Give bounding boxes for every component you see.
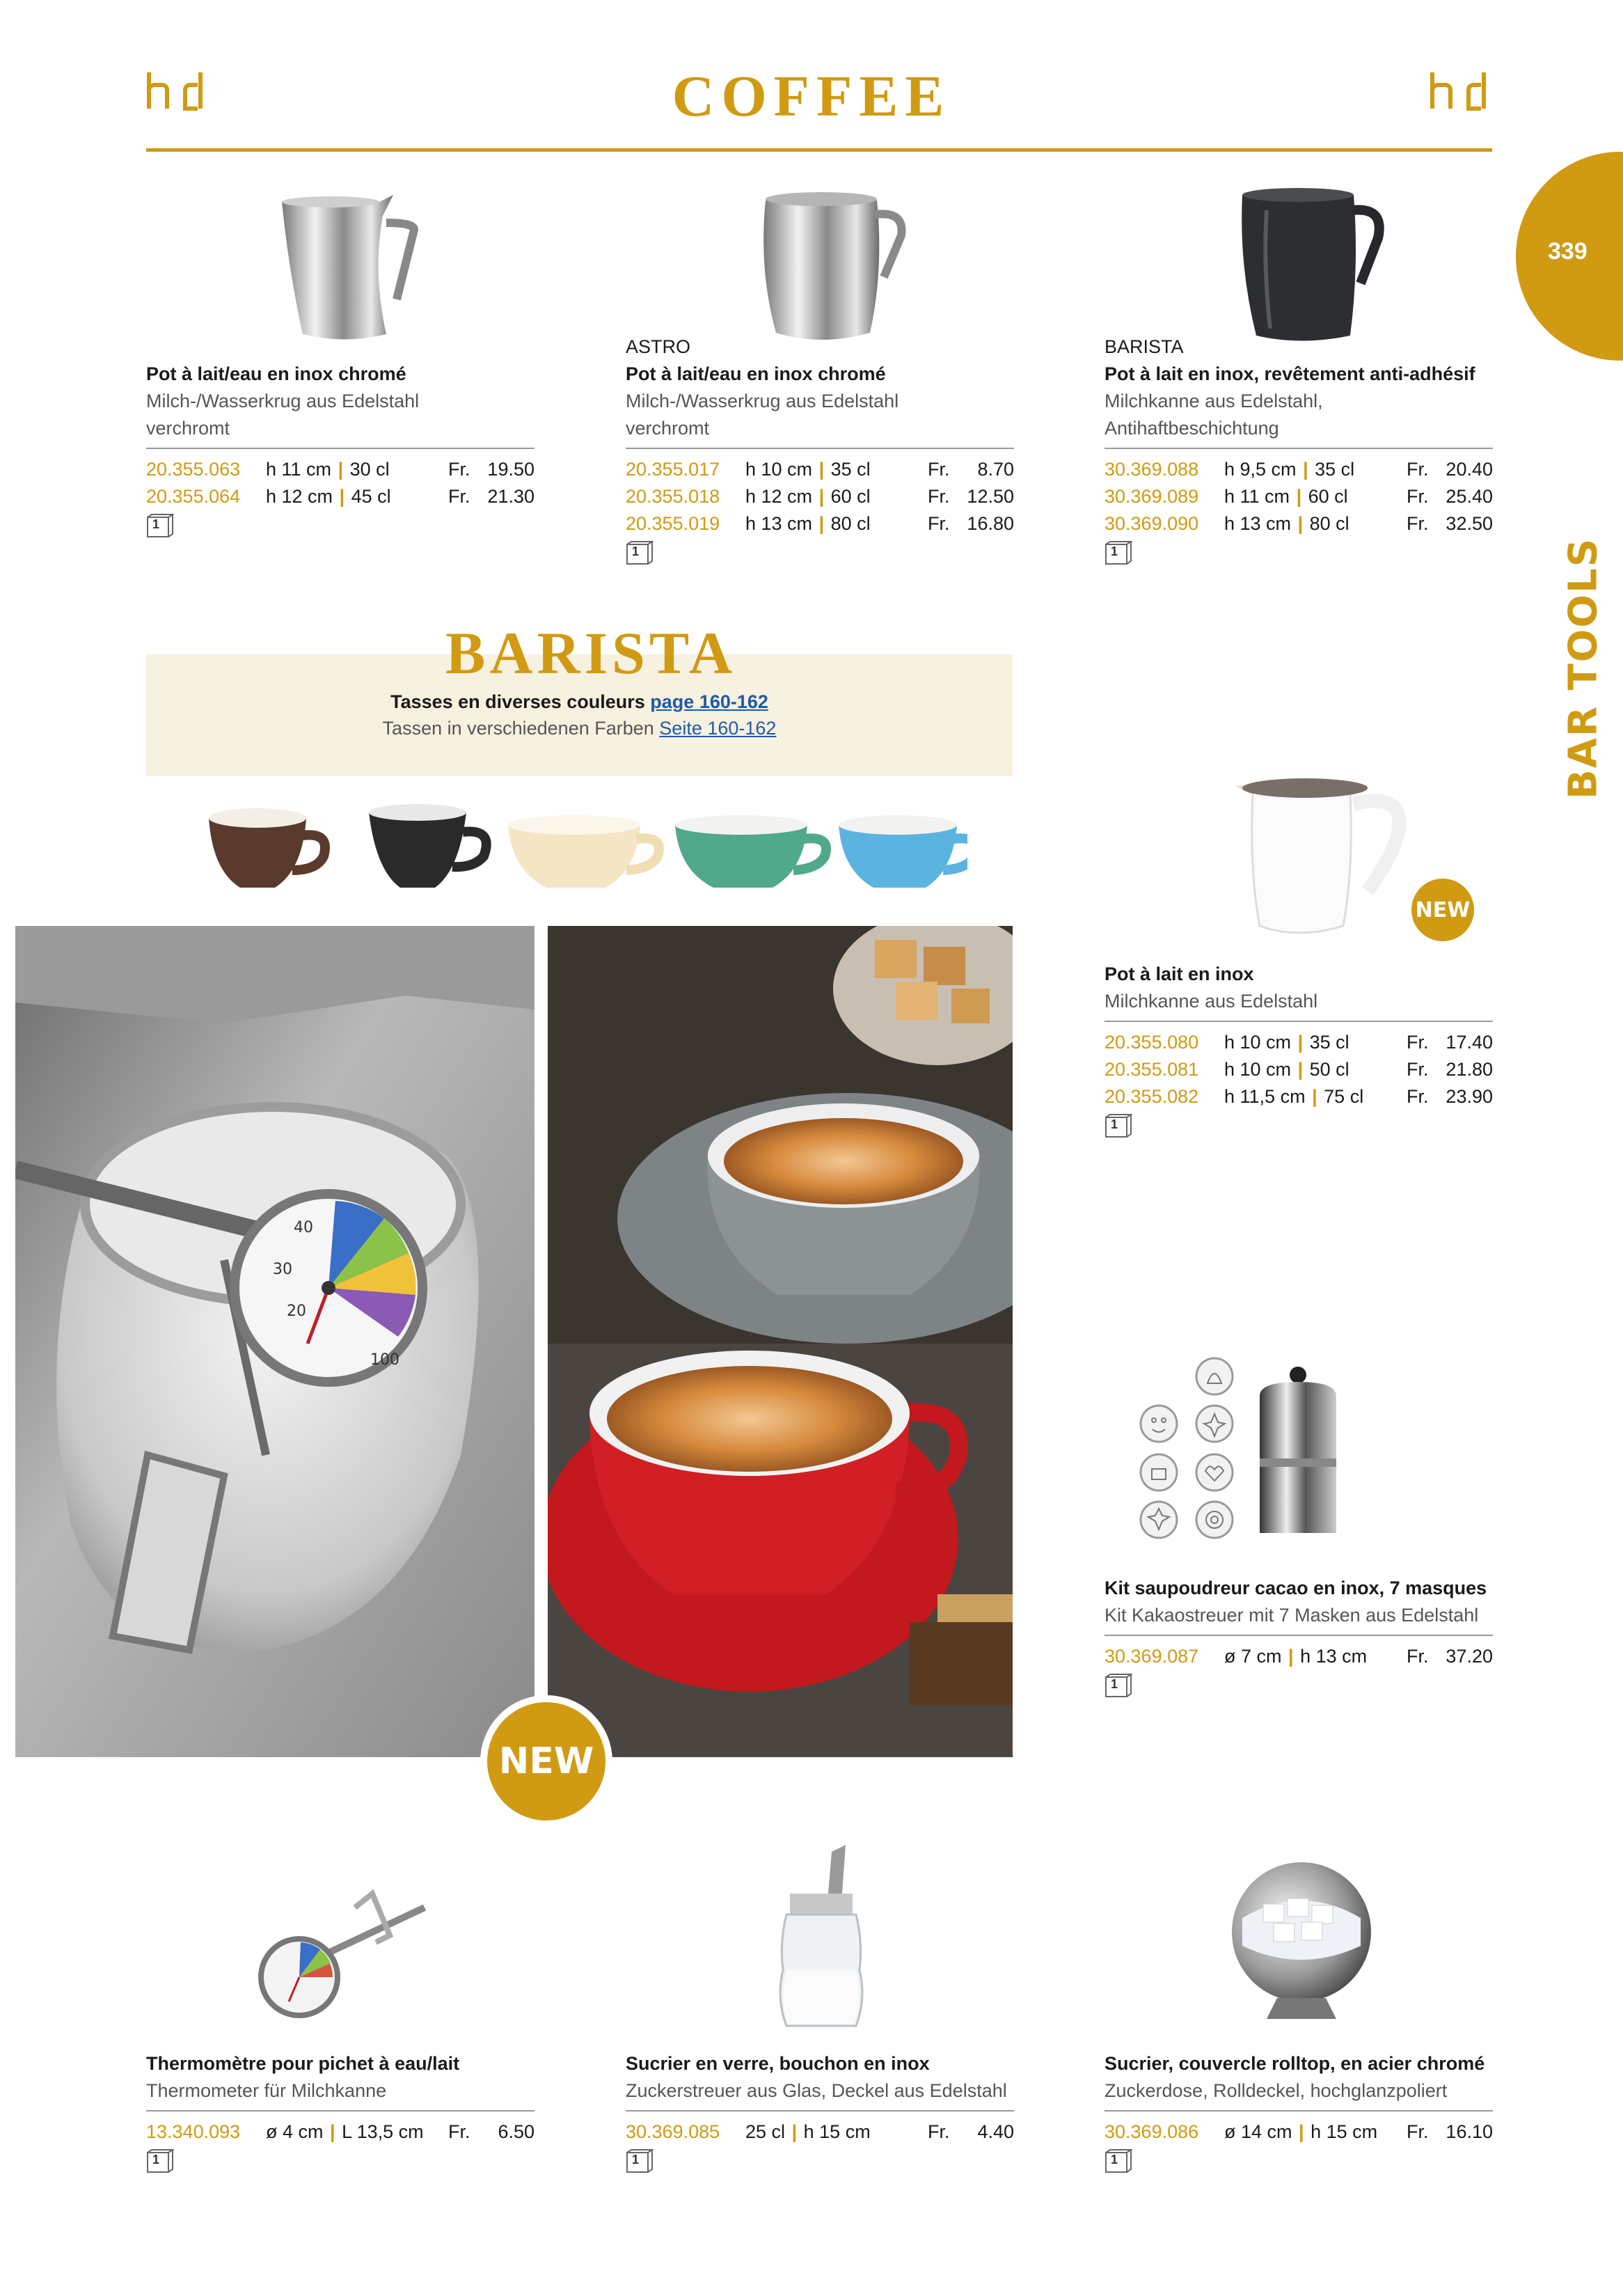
price: 20.40: [1446, 459, 1493, 480]
new-badge-milk-jug: NEW: [1411, 879, 1474, 941]
divider: [1105, 1635, 1493, 1636]
espresso-cups-photo: [548, 926, 1013, 1757]
price: 19.50: [487, 459, 535, 480]
page-link-fr[interactable]: page 160-162: [650, 691, 768, 712]
article-number: 30.369.088: [1105, 459, 1199, 480]
new-badge-thermometer: NEW: [480, 1695, 612, 1827]
cup-cream: [508, 815, 659, 888]
product-cocoa-shaker: [1105, 1575, 1493, 1697]
currency: Fr.: [928, 486, 950, 507]
article-number: 30.369.089: [1105, 486, 1199, 507]
price-row: [146, 2118, 535, 2146]
dimensions: h 10 cm | 35 cl: [745, 459, 871, 480]
dimensions: ø 7 cm | h 13 cm: [1224, 1646, 1368, 1667]
product-milk-jug-barista: [1105, 333, 1493, 564]
product-name-de-2: verchromt: [146, 418, 230, 439]
divider: [1105, 1021, 1493, 1022]
pack-unit-icon: 1: [1105, 2148, 1130, 2172]
price: 23.90: [1446, 1086, 1493, 1107]
page-title: COFFEE: [672, 64, 951, 129]
hd-logo-right: [1430, 70, 1492, 111]
price-row: [1105, 483, 1493, 510]
pack-unit-icon: 1: [626, 540, 651, 564]
product-name-de: Milch-/Wasserkrug aus Edelstahl: [626, 391, 899, 411]
article-number: 20.355.063: [146, 459, 241, 480]
article-number: 20.355.080: [1105, 1032, 1199, 1053]
price-row: [1105, 1056, 1493, 1083]
price-row: [1105, 456, 1493, 483]
product-name-de: Thermometer für Milchkanne: [146, 2080, 387, 2101]
price: 37.20: [1446, 1646, 1493, 1667]
sugar-dispenser-glass-image: [766, 1845, 877, 2033]
dimensions: h 11 cm | 30 cl: [266, 459, 390, 480]
product-name-de: Milch-/Wasserkrug aus Edelstahl: [146, 391, 420, 411]
pack-unit-icon: 1: [1105, 1113, 1130, 1137]
divider: [1105, 2110, 1493, 2112]
price-row: [146, 483, 535, 510]
section-side-label: BAR TOOLS: [1560, 537, 1606, 800]
product-milk-jug-white: [1105, 961, 1493, 1137]
currency: Fr.: [448, 2121, 470, 2142]
article-number: 30.369.086: [1105, 2121, 1199, 2142]
price-row: [626, 2118, 1014, 2146]
article-number: 20.355.081: [1105, 1059, 1199, 1080]
price: 25.40: [1446, 486, 1493, 507]
currency: Fr.: [1407, 459, 1429, 480]
milk-jug-barista-black-image: [1235, 182, 1392, 346]
product-name-de: Kit Kakaostreuer mit 7 Masken aus Edelstahl: [1105, 1605, 1479, 1626]
price: 12.50: [967, 486, 1014, 507]
dimensions: ø 4 cm | L 13,5 cm: [266, 2121, 424, 2142]
product-name-de: Zuckerstreuer aus Glas, Deckel aus Edelstahl: [626, 2080, 1007, 2101]
product-name-de: Milchkanne aus Edelstahl: [1105, 991, 1318, 1012]
divider: [146, 448, 535, 449]
cup-blue: [839, 815, 967, 888]
price-row: [626, 456, 1014, 483]
price-row: [1105, 1083, 1493, 1110]
dimensions: h 11,5 cm | 75 cl: [1224, 1086, 1364, 1107]
currency: Fr.: [1407, 1086, 1429, 1107]
dimensions: h 10 cm | 35 cl: [1224, 1032, 1349, 1053]
article-number: 20.355.082: [1105, 1086, 1199, 1107]
barista-cups-de: Tassen in verschiedenen Farben Seite 160-162: [382, 718, 777, 739]
dimensions: 25 cl | h 15 cm: [745, 2121, 871, 2142]
product-name-fr: Sucrier en verre, bouchon en inox: [626, 2053, 930, 2074]
divider: [1105, 448, 1493, 449]
divider: [146, 2110, 535, 2112]
article-number: 13.340.093: [146, 2121, 241, 2142]
currency: Fr.: [928, 459, 950, 480]
sugar-bowl-rolltop-image: [1221, 1855, 1381, 2022]
price-row: [1105, 1643, 1493, 1670]
price: 16.80: [967, 513, 1014, 534]
thermometer-image: [251, 1880, 432, 2026]
svg-text:20: 20: [287, 1303, 306, 1320]
cup-black: [369, 804, 486, 888]
page-number: 339: [1548, 238, 1588, 265]
product-name-de: Zuckerdose, Rolldeckel, hochglanzpoliert: [1105, 2080, 1448, 2101]
article-number: 30.369.085: [626, 2121, 720, 2142]
price-row: [626, 510, 1014, 537]
price: 8.70: [977, 459, 1014, 480]
product-milk-jug-chrome: [146, 361, 535, 537]
price-row: [1105, 1029, 1493, 1056]
currency: Fr.: [1407, 1032, 1429, 1053]
svg-text:100: 100: [370, 1351, 399, 1369]
price-row: [1105, 510, 1493, 537]
article-number: 20.355.017: [626, 459, 720, 480]
product-name-fr: Pot à lait/eau en inox chromé: [146, 363, 406, 384]
currency: Fr.: [1407, 2121, 1429, 2142]
product-name-fr: Kit saupoudreur cacao en inox, 7 masques: [1105, 1578, 1487, 1598]
product-brand: ASTRO: [626, 336, 691, 357]
barista-cups-fr: Tasses en diverses couleurs page 160-162: [390, 691, 768, 712]
dimensions: h 10 cm | 50 cl: [1224, 1059, 1349, 1080]
product-name-fr: Sucrier, couvercle rolltop, en acier chromé: [1105, 2053, 1485, 2074]
article-number: 20.355.064: [146, 486, 241, 507]
svg-text:40: 40: [294, 1219, 313, 1236]
dimensions: h 13 cm | 80 cl: [745, 513, 871, 534]
pack-unit-icon: 1: [626, 2148, 651, 2172]
product-name-de-2: verchromt: [626, 418, 710, 439]
pack-unit-icon: 1: [146, 2148, 171, 2172]
pack-unit-icon: 1: [146, 513, 171, 537]
product-thermometer: [146, 2050, 535, 2172]
dimensions: ø 14 cm | h 15 cm: [1224, 2121, 1378, 2142]
article-number: 20.355.019: [626, 513, 720, 534]
cocoa-shaker-masks-image: [1134, 1354, 1350, 1563]
product-name-fr: Thermomètre pour pichet à eau/lait: [146, 2053, 460, 2074]
product-name-fr: Pot à lait/eau en inox chromé: [626, 363, 886, 384]
thermometer-in-jug-photo: [15, 926, 535, 1757]
currency: Fr.: [1407, 486, 1429, 507]
product-name-de-2: Antihaftbeschichtung: [1105, 418, 1279, 439]
price-row: [146, 456, 535, 483]
product-name-fr: Pot à lait en inox: [1105, 964, 1254, 984]
barista-cups-image: [202, 801, 967, 898]
dimensions: h 12 cm | 60 cl: [745, 486, 871, 507]
price-row: [626, 483, 1014, 510]
currency: Fr.: [1407, 1646, 1429, 1667]
currency: Fr.: [448, 486, 470, 507]
price: 32.50: [1446, 513, 1493, 534]
currency: Fr.: [1407, 1059, 1429, 1080]
currency: Fr.: [1407, 513, 1429, 534]
page-link-de[interactable]: Seite 160-162: [659, 718, 777, 739]
product-brand: BARISTA: [1105, 336, 1184, 357]
dimensions: h 9,5 cm | 35 cl: [1224, 459, 1355, 480]
article-number: 20.355.018: [626, 486, 720, 507]
product-sugar-bowl-rolltop: [1105, 2050, 1493, 2172]
product-name-fr: Pot à lait en inox, revêtement anti-adhésif: [1105, 363, 1475, 384]
currency: Fr.: [928, 2121, 950, 2142]
product-milk-jug-astro: [626, 333, 1014, 564]
pack-unit-icon: 1: [1105, 1673, 1130, 1697]
dimensions: h 13 cm | 80 cl: [1224, 513, 1349, 534]
price-row: [1105, 2118, 1493, 2146]
cup-green: [675, 815, 826, 888]
divider: [626, 2110, 1014, 2112]
pack-unit-icon: 1: [1105, 540, 1130, 564]
price: 21.30: [487, 486, 535, 507]
milk-jug-astro-image: [759, 187, 912, 347]
milk-jug-chrome-image: [275, 188, 428, 348]
dimensions: h 12 cm | 45 cl: [266, 486, 391, 507]
currency: Fr.: [928, 513, 950, 534]
price: 4.40: [977, 2121, 1014, 2142]
article-number: 30.369.090: [1105, 513, 1199, 534]
price: 21.80: [1446, 1059, 1493, 1080]
milk-jug-white-image: [1228, 766, 1409, 940]
barista-title: BARISTA: [445, 620, 736, 686]
header-rule: [146, 148, 1492, 152]
svg-text:30: 30: [273, 1261, 292, 1278]
product-sugar-dispenser: [626, 2050, 1014, 2172]
price: 16.10: [1446, 2121, 1493, 2142]
price: 6.50: [498, 2121, 535, 2142]
cup-brown: [209, 808, 325, 888]
article-number: 30.369.087: [1105, 1646, 1199, 1667]
dimensions: h 11 cm | 60 cl: [1224, 486, 1348, 507]
product-name-de: Milchkanne aus Edelstahl,: [1105, 391, 1323, 411]
divider: [626, 448, 1014, 449]
price: 17.40: [1446, 1032, 1493, 1053]
currency: Fr.: [448, 459, 470, 480]
